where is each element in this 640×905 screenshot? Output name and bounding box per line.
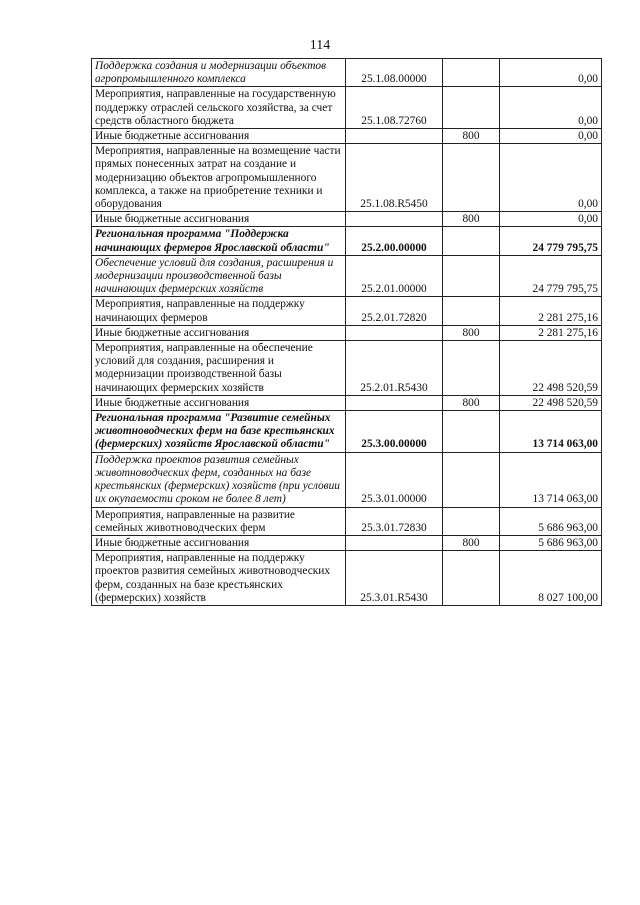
- row-name-cell: Региональная программа "Поддержка начинающих фермеров Ярославской области": [92, 227, 346, 255]
- table-row: [92, 129, 602, 144]
- row-amount-cell: 22 498 520,59: [500, 395, 602, 410]
- row-code-cell: 25.1.08.00000: [346, 59, 443, 87]
- row-type-cell: [443, 87, 500, 129]
- table-row: [92, 212, 602, 227]
- row-name-cell: Иные бюджетные ассигнования: [92, 212, 346, 227]
- row-name-cell: Мероприятия, направленные на поддержку проектов развития семейных животноводческих ферм, созданных на базе крестьянских (фермерских) хозяйств: [92, 551, 346, 606]
- row-code-cell: [346, 212, 443, 227]
- row-name-cell: Мероприятия, направленные на поддержку начинающих фермеров: [92, 297, 346, 325]
- row-type-cell: [443, 59, 500, 87]
- row-amount-cell: 0,00: [500, 144, 602, 212]
- row-type-cell: [443, 411, 500, 453]
- row-code-cell: 25.2.01.00000: [346, 255, 443, 297]
- row-name-cell: Поддержка создания и модернизации объектов агропромышленного комплекса: [92, 59, 346, 87]
- row-amount-cell: 0,00: [500, 87, 602, 129]
- row-code-cell: 25.2.00.00000: [346, 227, 443, 255]
- row-name-cell: Иные бюджетные ассигнования: [92, 535, 346, 550]
- row-amount-cell: 0,00: [500, 212, 602, 227]
- table-row: [92, 341, 602, 396]
- table-row: [92, 297, 602, 325]
- row-amount-cell: 0,00: [500, 129, 602, 144]
- budget-table: [91, 58, 602, 606]
- row-code-cell: 25.2.01.72820: [346, 297, 443, 325]
- page-number: 114: [309, 38, 331, 53]
- row-type-cell: [443, 452, 500, 507]
- row-amount-cell: 5 686 963,00: [500, 507, 602, 535]
- row-type-cell: [443, 341, 500, 396]
- row-amount-cell: 2 281 275,16: [500, 297, 602, 325]
- row-name-cell: Иные бюджетные ассигнования: [92, 395, 346, 410]
- row-amount-cell: 13 714 063,00: [500, 452, 602, 507]
- row-type-cell: [443, 507, 500, 535]
- row-name-cell: Региональная программа "Развитие семейных животноводческих ферм на базе крестьянских (фермерских) хозяйств Ярославской области": [92, 411, 346, 453]
- row-name-cell: Обеспечение условий для создания, расширения и модернизации производственной базы начинающих фермерских хозяйств: [92, 255, 346, 297]
- table-row: [92, 87, 602, 129]
- row-amount-cell: 24 779 795,75: [500, 255, 602, 297]
- budget-table-body: [92, 59, 602, 606]
- table-row: [92, 507, 602, 535]
- row-code-cell: [346, 395, 443, 410]
- table-row: [92, 144, 602, 212]
- row-code-cell: [346, 129, 443, 144]
- table-row: [92, 325, 602, 340]
- row-code-cell: 25.3.00.00000: [346, 411, 443, 453]
- row-code-cell: 25.3.01.R5430: [346, 551, 443, 606]
- row-amount-cell: 0,00: [500, 59, 602, 87]
- table-row: [92, 535, 602, 550]
- row-code-cell: 25.1.08.R5450: [346, 144, 443, 212]
- table-row: [92, 255, 602, 297]
- row-type-cell: [443, 551, 500, 606]
- row-amount-cell: 13 714 063,00: [500, 411, 602, 453]
- row-amount-cell: 5 686 963,00: [500, 535, 602, 550]
- row-amount-cell: 22 498 520,59: [500, 341, 602, 396]
- row-type-cell: [443, 297, 500, 325]
- row-name-cell: Мероприятия, направленные на государственную поддержку отраслей сельского хозяйства, за счет средств областного бюджета: [92, 87, 346, 129]
- table-row: [92, 59, 602, 87]
- row-code-cell: [346, 535, 443, 550]
- row-type-cell: 800: [443, 212, 500, 227]
- row-type-cell: [443, 227, 500, 255]
- row-name-cell: Поддержка проектов развития семейных животноводческих ферм, созданных на базе крестьянских (фермерских) хозяйств (при условии их окупаемости сроком не более 8 лет): [92, 452, 346, 507]
- row-name-cell: Мероприятия, направленные на обеспечение условий для создания, расширения и модернизации производственной базы начинающих фермерских хозяйств: [92, 341, 346, 396]
- row-amount-cell: 2 281 275,16: [500, 325, 602, 340]
- row-name-cell: Мероприятия, направленные на развитие семейных животноводческих ферм: [92, 507, 346, 535]
- row-type-cell: 800: [443, 129, 500, 144]
- row-code-cell: 25.3.01.00000: [346, 452, 443, 507]
- row-code-cell: 25.3.01.72830: [346, 507, 443, 535]
- row-type-cell: 800: [443, 325, 500, 340]
- table-row: [92, 395, 602, 410]
- row-type-cell: [443, 144, 500, 212]
- table-row: [92, 452, 602, 507]
- row-name-cell: Иные бюджетные ассигнования: [92, 325, 346, 340]
- row-type-cell: 800: [443, 395, 500, 410]
- row-code-cell: 25.2.01.R5430: [346, 341, 443, 396]
- row-type-cell: 800: [443, 535, 500, 550]
- row-code-cell: 25.1.08.72760: [346, 87, 443, 129]
- table-row: [92, 411, 602, 453]
- row-type-cell: [443, 255, 500, 297]
- row-amount-cell: 24 779 795,75: [500, 227, 602, 255]
- row-name-cell: Иные бюджетные ассигнования: [92, 129, 346, 144]
- row-name-cell: Мероприятия, направленные на возмещение части прямых понесенных затрат на создание и модернизацию объектов агропромышленного комплекса, а также на приобретение техники и оборудования: [92, 144, 346, 212]
- table-row: [92, 227, 602, 255]
- row-code-cell: [346, 325, 443, 340]
- table-row: [92, 551, 602, 606]
- row-amount-cell: 8 027 100,00: [500, 551, 602, 606]
